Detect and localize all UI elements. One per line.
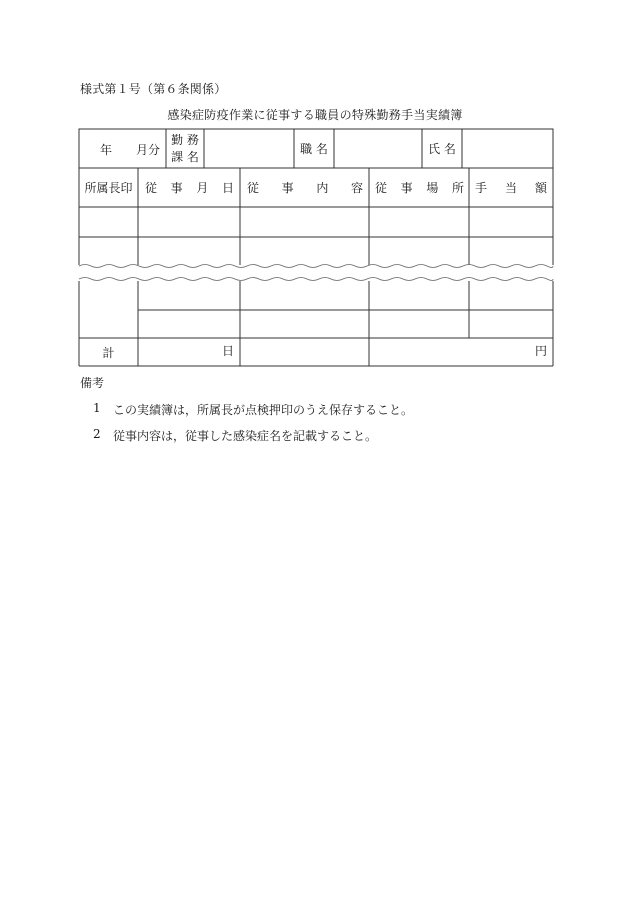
col-allowance-char: 額 bbox=[534, 181, 547, 195]
notes-heading: 備考 bbox=[80, 376, 105, 390]
job-title-input[interactable] bbox=[334, 129, 422, 168]
document-title: 感染症防疫作業に従事する職員の特殊勤務手当実績簿 bbox=[167, 108, 463, 122]
name-input[interactable] bbox=[462, 129, 553, 168]
col-date-char: 日 bbox=[221, 181, 234, 195]
total-days-unit: 日 bbox=[221, 343, 234, 358]
col-content-char: 内 bbox=[316, 181, 329, 195]
col-allowance-char: 手 bbox=[475, 181, 488, 195]
total-yen-unit: 円 bbox=[534, 343, 547, 358]
form-number: 様式第１号（第６条関係） bbox=[80, 82, 227, 96]
year-month-field bbox=[100, 140, 160, 158]
department-label bbox=[166, 129, 204, 168]
col-place-char: 場 bbox=[426, 181, 439, 195]
col-content-char: 従 bbox=[247, 181, 260, 195]
department-label-bottom: 課 名 bbox=[171, 149, 199, 164]
note-item bbox=[93, 427, 377, 444]
note-text: 従事内容は，従事した感染症名を記載すること。 bbox=[113, 429, 378, 443]
col-allowance-char: 当 bbox=[504, 181, 517, 195]
col-place-header bbox=[375, 168, 464, 207]
col-date-char: 事 bbox=[170, 181, 183, 195]
col-place-char: 所 bbox=[451, 181, 464, 195]
note-text: この実績簿は，所属長が点検押印のうえ保存すること。 bbox=[113, 403, 414, 417]
department-input[interactable] bbox=[204, 129, 294, 168]
name-label: 氏 名 bbox=[428, 142, 456, 156]
total-label: 計 bbox=[102, 345, 115, 360]
note-number: 1 bbox=[93, 401, 101, 415]
month-label: 月分 bbox=[136, 142, 161, 157]
year-label: 年 bbox=[100, 142, 113, 157]
col-approver-header: 所属長印 bbox=[84, 181, 133, 195]
col-date-header bbox=[145, 168, 234, 207]
col-allowance-header bbox=[475, 168, 547, 207]
note-item bbox=[93, 401, 413, 418]
col-content-header bbox=[247, 168, 363, 207]
col-content-char: 容 bbox=[350, 181, 363, 195]
col-content-char: 事 bbox=[281, 181, 294, 195]
col-date-char: 従 bbox=[145, 181, 158, 195]
col-date-char: 月 bbox=[196, 181, 209, 195]
department-label-top: 勤 務 bbox=[171, 132, 199, 147]
col-place-char: 従 bbox=[375, 181, 388, 195]
note-number: 2 bbox=[93, 427, 101, 441]
job-title-label: 職 名 bbox=[300, 142, 328, 156]
col-place-char: 事 bbox=[400, 181, 413, 195]
